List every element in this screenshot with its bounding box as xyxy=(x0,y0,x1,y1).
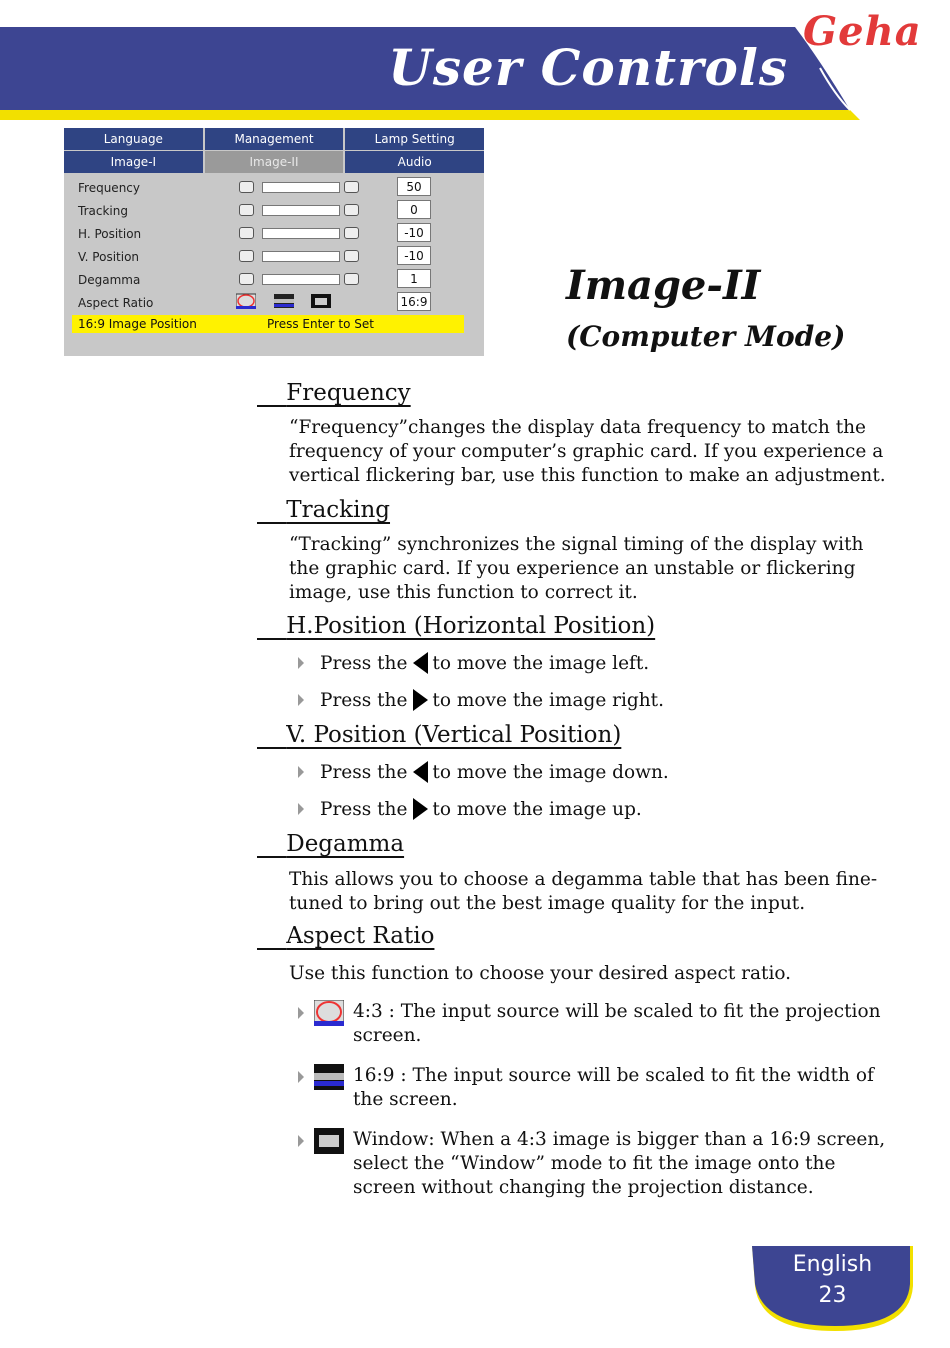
bullet-text: Press the xyxy=(320,689,408,711)
bullet-text: Press the xyxy=(320,761,408,783)
osd-slider[interactable] xyxy=(262,182,340,193)
bullet-arrow-icon xyxy=(298,657,304,669)
osd-tab-audio[interactable]: Audio xyxy=(345,151,484,173)
aspect-16-9-icon[interactable] xyxy=(274,292,294,310)
page-subtitle: (Computer Mode) xyxy=(566,320,846,353)
aspect-4-3-icon[interactable] xyxy=(236,292,256,310)
osd-tab-lamp-setting[interactable]: Lamp Setting xyxy=(345,128,484,150)
section-heading-aspect-ratio: Aspect Ratio xyxy=(286,923,435,949)
osd-slider[interactable] xyxy=(262,274,340,285)
page-number: 23 xyxy=(818,1283,847,1308)
aspect-window-icon xyxy=(314,1128,344,1154)
increase-icon[interactable] xyxy=(344,273,359,285)
decrease-icon[interactable] xyxy=(239,273,254,285)
osd-tab-image-i[interactable]: Image-I xyxy=(64,151,205,173)
osd-value: 50 xyxy=(397,177,431,196)
aspect-16-9-icon xyxy=(314,1064,344,1090)
bullet-text: Window: When a 4:3 image is bigger than a 16:9 screen, select the “Window” mode to fit the image onto the screen without changing the projection distance. xyxy=(353,1129,886,1198)
decrease-icon[interactable] xyxy=(239,227,254,239)
osd-row-v-position[interactable] xyxy=(64,246,484,268)
increase-icon[interactable] xyxy=(344,204,359,216)
decrease-icon[interactable] xyxy=(239,181,254,193)
bullet-text: to move the image up. xyxy=(432,798,642,820)
left-arrow-icon xyxy=(413,761,428,783)
footer-language: English xyxy=(792,1252,873,1277)
list-item xyxy=(298,1064,898,1116)
increase-icon[interactable] xyxy=(344,227,359,239)
bullet-arrow-icon xyxy=(298,766,304,778)
osd-tab-row-2 xyxy=(64,151,484,173)
osd-row-label: Tracking xyxy=(78,204,128,218)
bullet-text: 16:9 : The input source will be scaled to fit the width of the screen. xyxy=(353,1065,874,1110)
section-text-frequency: “Frequency”changes the display data frequency to match the frequency of your computer’s graphic card. If you experience a vertical flickering bar, use this function to make an adjustment. xyxy=(289,417,886,486)
osd-tab-image-ii[interactable]: Image-II xyxy=(205,151,346,173)
list-item xyxy=(298,761,669,783)
osd-slider[interactable] xyxy=(262,228,340,239)
section-text-tracking: “Tracking” synchronizes the signal timing of the display with the graphic card. If you experience an unstable or flickering image, use this function to correct it. xyxy=(289,534,864,603)
osd-row-action: Press Enter to Set xyxy=(267,317,374,331)
aspect-4-3-icon xyxy=(314,1000,344,1026)
osd-value: -10 xyxy=(397,246,431,265)
list-item xyxy=(298,689,664,711)
brand-logo: Geha xyxy=(803,8,922,55)
osd-row-label: Frequency xyxy=(78,181,140,195)
bullet-arrow-icon xyxy=(298,694,304,706)
right-arrow-icon xyxy=(413,689,428,711)
osd-row-image-position[interactable] xyxy=(72,315,464,333)
bullet-text: to move the image right. xyxy=(432,689,664,711)
section-text-aspect-ratio: Use this function to choose your desired aspect ratio. xyxy=(289,963,792,984)
bullet-arrow-icon xyxy=(298,803,304,815)
decrease-icon[interactable] xyxy=(239,250,254,262)
bullet-text: to move the image down. xyxy=(432,761,669,783)
page-header xyxy=(0,0,950,125)
osd-tab-management[interactable]: Management xyxy=(205,128,346,150)
page-footer xyxy=(750,1246,920,1336)
list-item xyxy=(298,798,642,820)
bullet-arrow-icon xyxy=(298,1135,304,1147)
osd-row-label: H. Position xyxy=(78,227,142,241)
osd-value: 16:9 xyxy=(397,292,431,311)
osd-row-h-position[interactable] xyxy=(64,223,484,245)
osd-value: 0 xyxy=(397,200,431,219)
section-heading-v-position: V. Position (Vertical Position) xyxy=(286,722,622,748)
header-title: User Controls xyxy=(388,38,788,97)
bullet-text: 4:3 : The input source will be scaled to fit the projection screen. xyxy=(353,1001,881,1046)
list-item xyxy=(298,1128,898,1204)
osd-slider[interactable] xyxy=(262,251,340,262)
right-arrow-icon xyxy=(413,798,428,820)
increase-icon[interactable] xyxy=(344,250,359,262)
osd-value: 1 xyxy=(397,269,431,288)
osd-tab-row-1 xyxy=(64,128,484,150)
osd-slider[interactable] xyxy=(262,205,340,216)
left-arrow-icon xyxy=(413,652,428,674)
bullet-text: Press the xyxy=(320,652,408,674)
bullet-text: to move the image left. xyxy=(432,652,650,674)
section-heading-tracking: Tracking xyxy=(286,497,391,523)
section-heading-degamma: Degamma xyxy=(286,831,405,857)
osd-row-label: Aspect Ratio xyxy=(78,296,154,310)
osd-value: -10 xyxy=(397,223,431,242)
osd-row-label: 16:9 Image Position xyxy=(78,317,197,331)
list-item xyxy=(298,652,649,674)
decrease-icon[interactable] xyxy=(239,204,254,216)
list-item xyxy=(298,1000,898,1052)
osd-row-degamma[interactable] xyxy=(64,269,484,291)
bullet-arrow-icon xyxy=(298,1071,304,1083)
osd-row-label: Degamma xyxy=(78,273,141,287)
osd-row-label: V. Position xyxy=(78,250,140,264)
section-text-degamma: This allows you to choose a degamma table that has been fine-tuned to bring out the best image quality for the input. xyxy=(289,869,878,914)
increase-icon[interactable] xyxy=(344,181,359,193)
section-heading-frequency: Frequency xyxy=(286,380,411,406)
page-title: Image-II xyxy=(566,262,761,309)
aspect-window-icon[interactable] xyxy=(311,292,331,310)
bullet-arrow-icon xyxy=(298,1007,304,1019)
osd-tab-language[interactable]: Language xyxy=(64,128,205,150)
osd-row-frequency[interactable] xyxy=(64,177,484,199)
bullet-text: Press the xyxy=(320,798,408,820)
section-heading-h-position: H.Position (Horizontal Position) xyxy=(286,613,656,639)
osd-row-tracking[interactable] xyxy=(64,200,484,222)
osd-menu xyxy=(64,128,484,356)
osd-row-aspect-ratio[interactable] xyxy=(64,292,484,314)
